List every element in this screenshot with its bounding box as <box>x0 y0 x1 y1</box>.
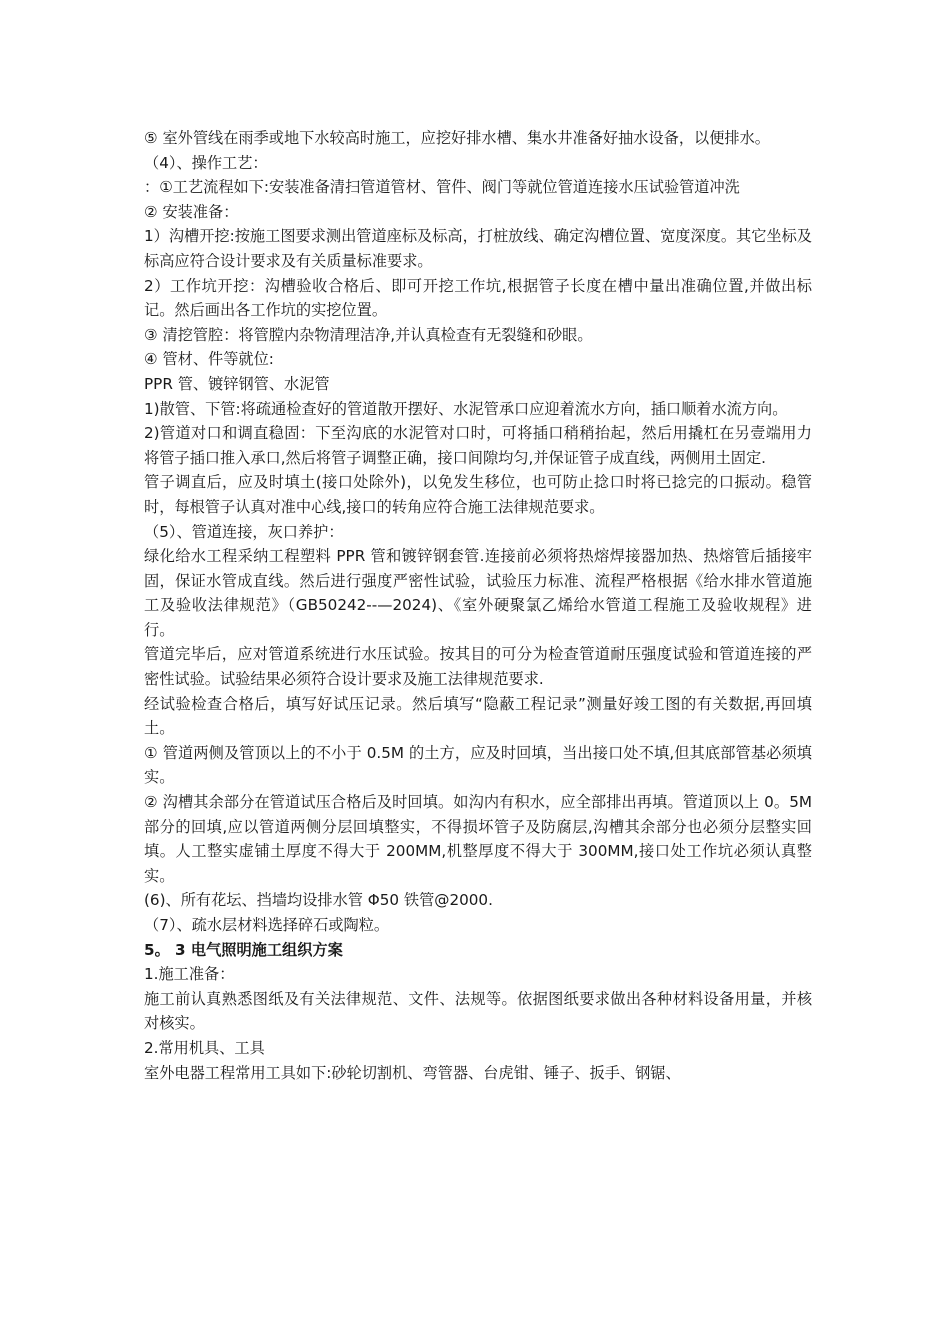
paragraph-test-record: 经试验检查合格后，填写好试压记录。然后填写“隐蔽工程记录”测量好竣工图的有关数据,再回填土。 <box>144 694 812 738</box>
paragraph-backfill-after-alignment: 管子调直后，应及时填土(接口处除外)，以免发生移位，也可防止捻口时将已捻完的口振动。稳管时，每根管子认真对准中心线,接口的转角应符合施工法律规范要求。 <box>144 473 812 516</box>
paragraph-trench-excavation: 1）沟槽开挖:按施工图要求测出管道座标及标高，打桩放线、确定沟槽位置、宽度深度。其它坐标及标高应符合设计要求及有关质量标准要求。 <box>144 227 812 270</box>
paragraph-section-4-heading: （4）、操作工艺： <box>144 153 268 172</box>
paragraph-process-flow: ：①工艺流程如下:安装准备清扫管道管材、管件、阀门等就位管道连接水压试验管道冲洗 <box>144 178 740 197</box>
paragraph-section-7-drain-layer: （7）、疏水层材料选择碎石或陶粒。 <box>144 916 390 934</box>
paragraph-tools-heading: 2.常用机具、工具 <box>144 1038 265 1057</box>
document-page <box>144 126 812 1085</box>
paragraph-install-prep-heading: ② 安装准备： <box>144 202 239 221</box>
paragraph-ppr-connection: 绿化给水工程采纳工程塑料 PPR 管和镀锌钢套管.连接前必须将热熔焊接器加热、热熔管后插接牢固，保证水管成直线。然后进行强度严密性试验，试验压力标准、流程严格根据《给水排水管道施工及验收法律规范》（GB50242--—2024)、《室外硬聚氯乙烯给水管道工程施工及验收规程》进行。 <box>144 547 812 639</box>
paragraph-backfill-sides: ① 管道两侧及管顶以上的不小于 0.5M 的土方，应及时回填，当出接口处不填,但其底部管基必须填实。 <box>144 743 812 787</box>
section-heading-electrical: 5。 3 电气照明施工组织方案 <box>144 940 343 959</box>
paragraph-section-6-drain: (6)、所有花坛、挡墙均设排水管 Φ50 铁管@2000. <box>144 891 493 910</box>
paragraph-construction-prep: 施工前认真熟悉图纸及有关法律规范、文件、法规等。依据图纸要求做出各种材料设备用量，并核对核实。 <box>144 989 812 1033</box>
paragraph-tools-list: 室外电器工程常用工具如下:砂轮切割机、弯管器、台虎钳、锤子、扳手、钢锯、 <box>144 1063 681 1082</box>
paragraph-pipe-alignment: 2)管道对口和调直稳固：下至沟底的水泥管对口时，可将插口稍稍抬起，然后用撬杠在另壹端用力将管子插口推入承口,然后将管子调整正确，接口间隙均匀,并保证管子成直线，两侧用土固定. <box>144 424 812 467</box>
paragraph-work-pit-excavation: 2）工作坑开挖：沟槽验收合格后、即可开挖工作坑,根据管子长度在槽中量出准确位置,并做出标记。然后画出各工作坑的实挖位置。 <box>144 276 812 320</box>
paragraph-materials-heading: ④ 管材、件等就位: <box>144 350 274 369</box>
paragraph-clean-pipe: ③ 清挖管腔：将管膛内杂物清理洁净,并认真检查有无裂缝和砂眼。 <box>144 325 593 344</box>
paragraph-pipe-types: PPR 管、镀锌钢管、水泥管 <box>144 374 330 393</box>
paragraph-item-5-drainage: ⑤ 室外管线在雨季或地下水较高时施工，应挖好排水槽、集水井准备好抽水设备，以便排水。 <box>144 129 770 147</box>
paragraph-construction-prep-heading: 1.施工准备： <box>144 965 235 984</box>
paragraph-backfill-remaining: ② 沟槽其余部分在管道试压合格后及时回填。如沟内有积水，应全部排出再填。管道顶以上 0。5M 部分的回填,应以管道两侧分层回填整实，不得损坏管子及防腐层,沟槽其余部分也必须分层整实回填。人工整实虚铺土厚度不得大于 200MM,机整厚度不得大于 300MM,接口处工作坑必须认真整实。 <box>144 793 812 885</box>
paragraph-pressure-test: 管道完毕后，应对管道系统进行水压试验。按其目的可分为检查管道耐压强度试验和管道连接的严密性试验。试验结果必须符合设计要求及施工法律规范要求. <box>144 645 812 689</box>
paragraph-section-5-heading: （5）、管道连接，灰口养护： <box>144 522 344 541</box>
paragraph-lay-pipes: 1)散管、下管:将疏通检查好的管道散开摆好、水泥管承口应迎着流水方向，插口顺着水流方向。 <box>144 399 788 418</box>
